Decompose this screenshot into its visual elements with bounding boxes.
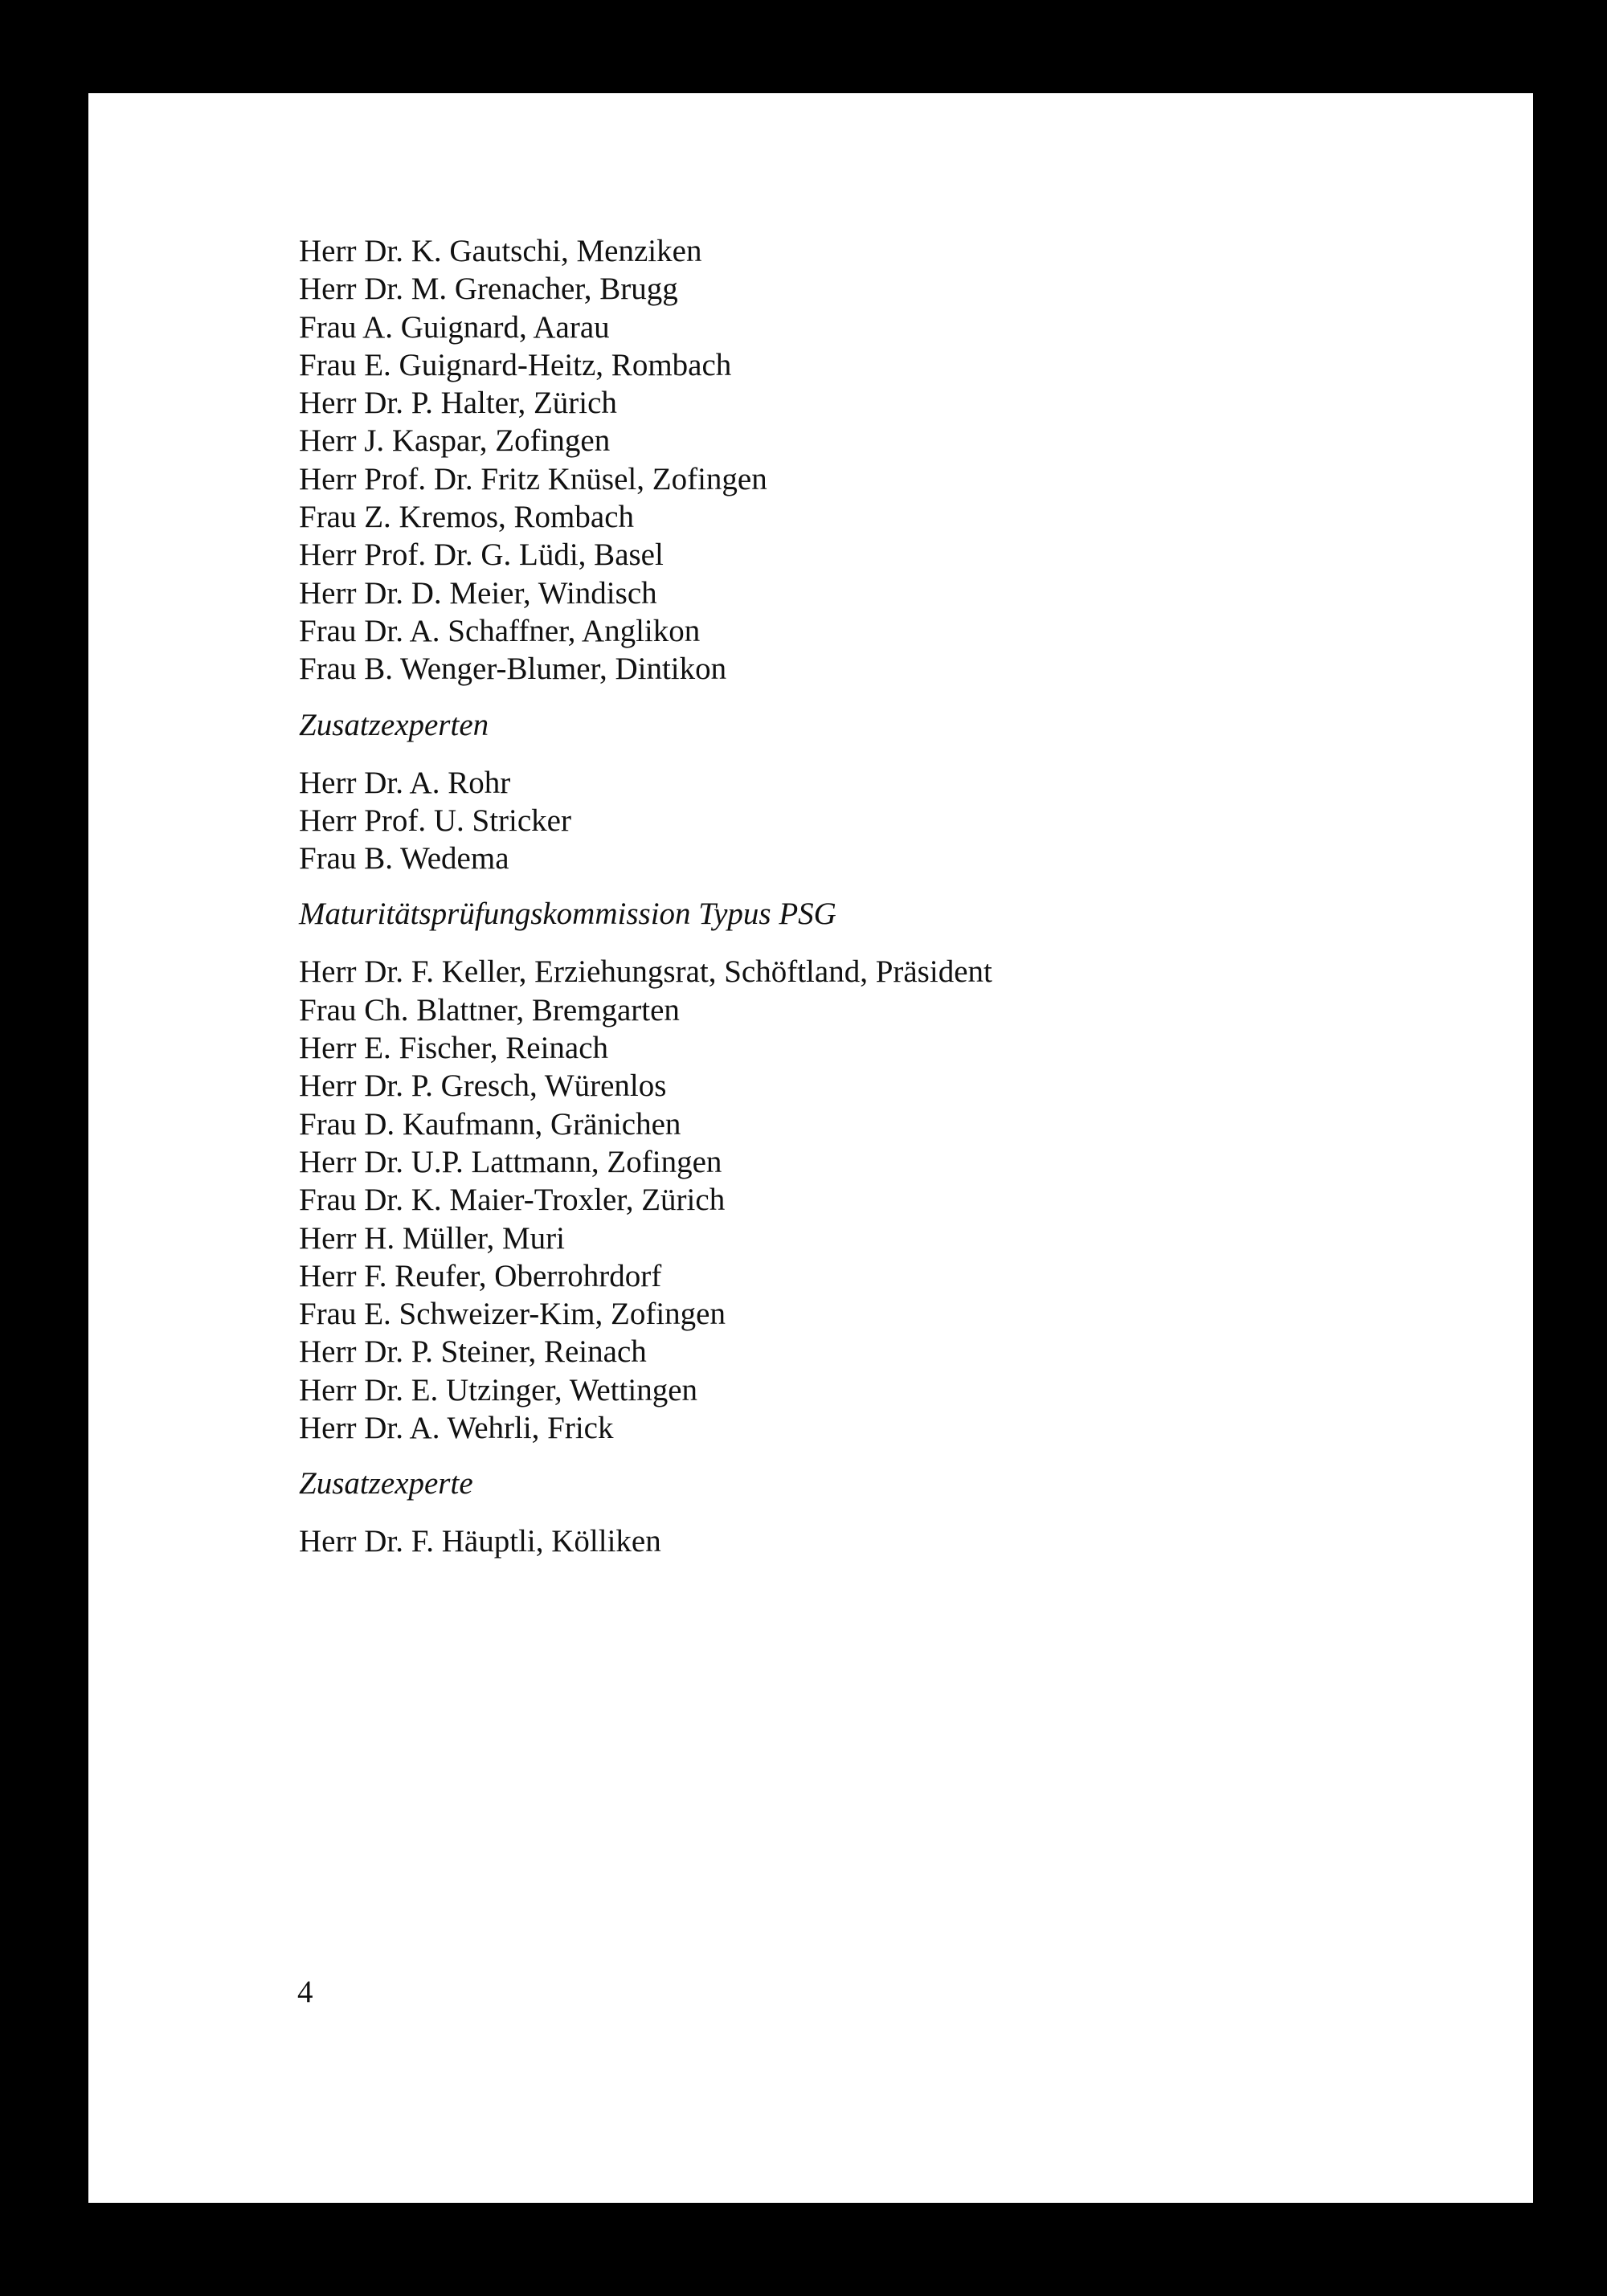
document-content [299,232,1343,1561]
member-list-2 [299,764,1343,878]
list-item: Herr Dr. P. Halter, Zürich [299,386,617,421]
list-item: Herr Dr. P. Gresch, Würenlos [299,1068,667,1104]
page-number: 4 [297,1975,313,2009]
list-item: Herr J. Kaspar, Zofingen [299,423,611,459]
member-list-3 [299,953,1343,1447]
list-item: Frau Dr. K. Maier-Troxler, Zürich [299,1183,726,1218]
document-page [88,93,1533,2203]
list-item: Herr Prof. Dr. G. Lüdi, Basel [299,537,664,573]
list-item: Herr Prof. Dr. Fritz Knüsel, Zofingen [299,461,767,496]
list-item: Herr Dr. F. Keller, Erziehungsrat, Schöftland, Präsident [299,954,992,990]
list-item: Frau D. Kaufmann, Gränichen [299,1106,681,1142]
list-item: Herr Dr. A. Wehrli, Frick [299,1411,614,1446]
list-item: Frau E. Guignard-Heitz, Rombach [299,347,732,382]
list-item: Frau E. Schweizer-Kim, Zofingen [299,1297,726,1332]
list-item: Frau B. Wenger-Blumer, Dintikon [299,652,727,687]
list-item: Herr Dr. A. Rohr [299,765,511,800]
list-item: Herr Dr. D. Meier, Windisch [299,575,657,611]
list-item: Frau B. Wedema [299,841,509,876]
list-item: Herr H. Müller, Muri [299,1220,565,1256]
section-heading-zusatzexperten: Zusatzexperten [299,707,489,742]
member-list-4 [299,1522,1343,1560]
list-item: Herr Dr. U.P. Lattmann, Zofingen [299,1144,722,1179]
section-heading-kommission: Maturitätsprüfungskommission Typus PSG [299,897,836,932]
list-item: Herr Prof. U. Stricker [299,803,571,838]
list-item: Herr Dr. F. Häuptli, Kölliken [299,1524,661,1559]
list-item: Herr Dr. E. Utzinger, Wettingen [299,1372,698,1407]
list-item: Herr Dr. P. Steiner, Reinach [299,1334,647,1370]
list-item: Frau A. Guignard, Aarau [299,309,610,345]
list-item: Herr Dr. M. Grenacher, Brugg [299,272,678,307]
list-item: Frau Dr. A. Schaffner, Anglikon [299,613,701,648]
list-item: Herr E. Fischer, Reinach [299,1031,609,1066]
list-item: Frau Ch. Blattner, Bremgarten [299,992,680,1027]
list-item: Frau Z. Kremos, Rombach [299,500,635,535]
member-list-1 [299,232,1343,688]
list-item: Herr F. Reufer, Oberrohrdorf [299,1258,662,1293]
list-item: Herr Dr. K. Gautschi, Menziken [299,234,702,268]
section-heading-zusatzexperte: Zusatzexperte [299,1466,473,1501]
